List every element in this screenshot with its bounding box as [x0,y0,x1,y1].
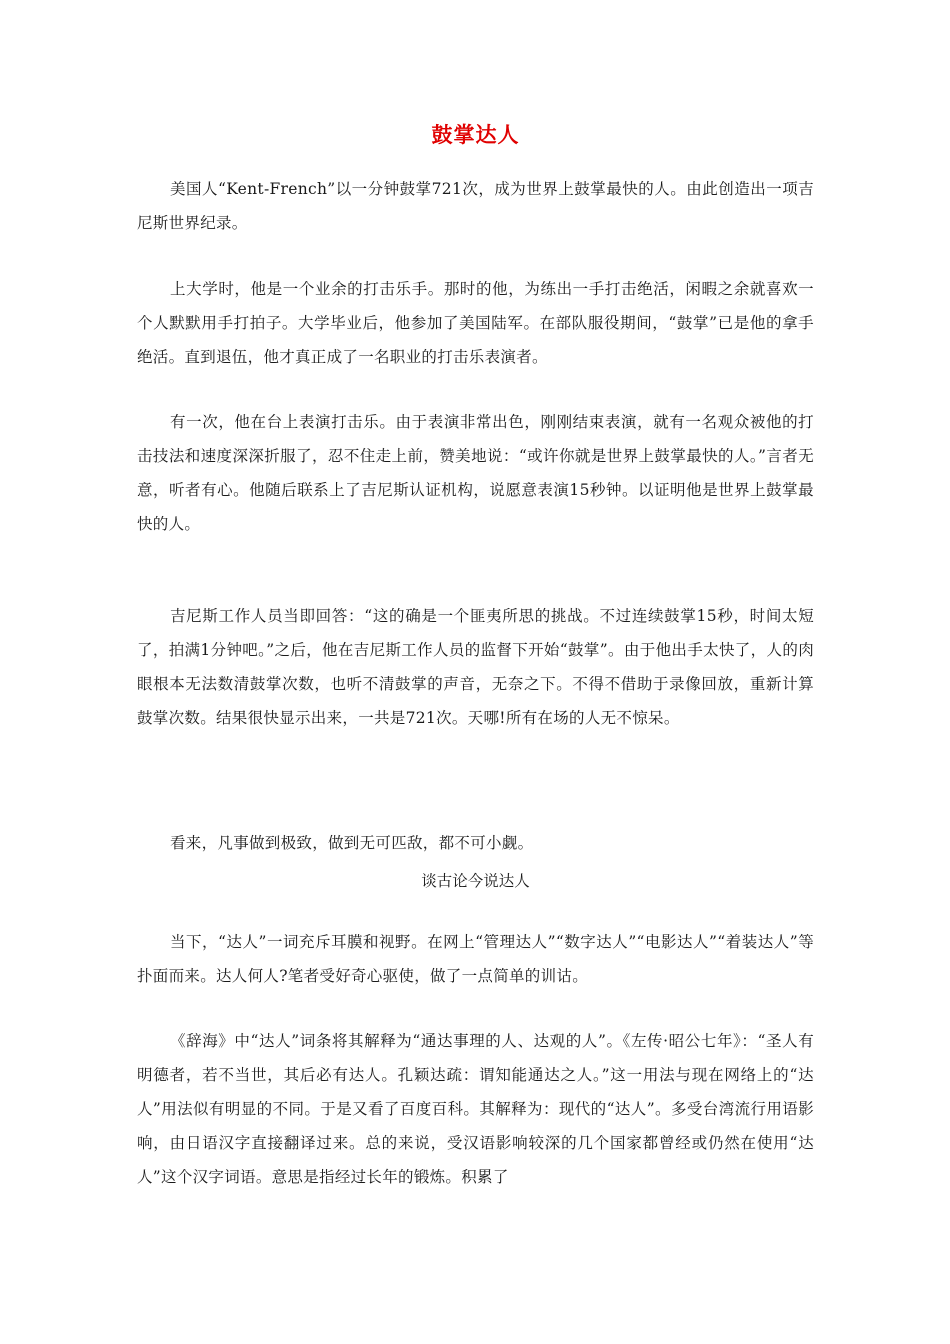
paragraph-1: 美国人“Kent-French”以一分钟鼓掌721次，成为世界上鼓掌最快的人。由此创造出一项吉尼斯世界纪录。 [137,180,814,232]
section-subtitle: 谈古论今说达人 [421,872,530,890]
paragraph-6: 当下，“达人”一词充斥耳膜和视野。在网上“管理达人”“数字达人”“电影达人”“着装达人”等扑面而来。达人何人?笔者受好奇心驱使，做了一点简单的训诂。 [137,933,814,985]
paragraph-5: 看来，凡事做到极致，做到无可匹敌，都不可小觑。 [170,834,534,852]
paragraph-3: 有一次，他在台上表演打击乐。由于表演非常出色，刚刚结束表演，就有一名观众被他的打击技法和速度深深折服了，忍不住走上前，赞美地说：“或许你就是世界上鼓掌最快的人。”言者无意，听者有心。他随后联系上了吉尼斯认证机构，说愿意表演15秒钟。以证明他是世界上鼓掌最快的人。 [137,413,814,533]
paragraph-4: 吉尼斯工作人员当即回答：“这的确是一个匪夷所思的挑战。不过连续鼓掌15秒，时间太短了，拍满1分钟吧。”之后，他在吉尼斯工作人员的监督下开始“鼓掌”。由于他出手太快了，人的肉眼根本无法数清鼓掌次数，也听不清鼓掌的声音，无奈之下。不得不借助于录像回放，重新计算鼓掌次数。结果很快显示出来，一共是721次。天哪!所有在场的人无不惊呆。 [137,607,814,727]
paragraph-2: 上大学时，他是一个业余的打击乐手。那时的他，为练出一手打击绝活，闲暇之余就喜欢一个人默默用手打拍子。大学毕业后，他参加了美国陆军。在部队服役期间，“鼓掌”已是他的拿手绝活。直到退伍，他才真正成了一名职业的打击乐表演者。 [137,280,814,366]
document-title: 鼓掌达人 [431,122,520,147]
paragraph-7: 《辞海》中“达人”词条将其解释为“通达事理的人、达观的人”。《左传·昭公七年》：“圣人有明德者，若不当世，其后必有达人。孔颖达疏：谓知能通达之人。”这一用法与现在网络上的“达人”用法似有明显的不同。于是又看了百度百科。其解释为：现代的“达人”。多受台湾流行用语影响，由日语汉字直接翻译过来。总的来说，受汉语影响较深的几个国家都曾经或仍然在使用“达人”这个汉字词语。意思是指经过长年的锻炼。积累了 [137,1032,814,1186]
